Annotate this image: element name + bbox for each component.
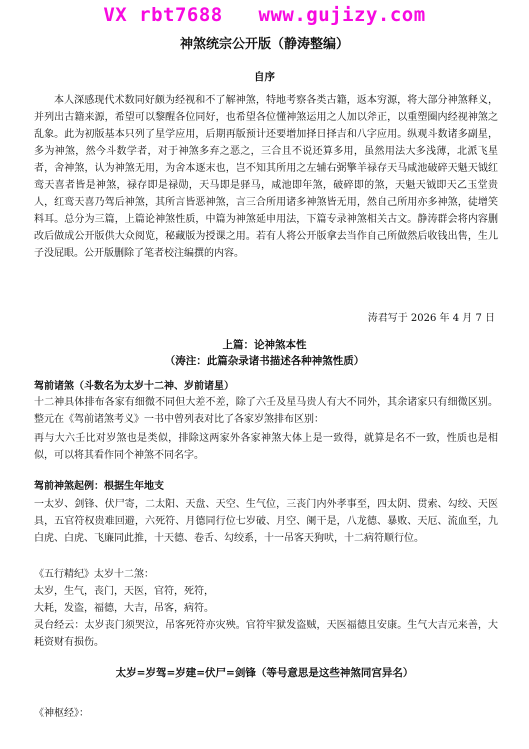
preface-signature: 涛君写于 2026 年 4 月 7 日 <box>367 313 495 324</box>
preface-body: 本人深感现代术数同好颇为经视和不了解神煞，特地考察各类古籍，返本穷源，将大部分神煞释义，并列出古籍来源，希望可以黎醒各位同好，也希望各位懂神煞运用之人加以斧正，以重塑圈内经视神煞之乱象。此为初版基本只列了星学应用，后期再版预计还要增加择日择吉和八字应用。纵观斗数诸多副星，多为神煞，然今斗数学者，对于神煞多弃之恶之，三合且不说还算多用，虽然用法大多浅薄，北派飞星者，舍神煞，认为神煞无用，为舍本逐末也，岂不知其所用之左辅右弼擎羊禄存天马咸池破碎天魁天钺红鸾天喜者皆是神煞，禄存即是禄勋，天马即是驿马，咸池即年煞，破碎即的煞，天魁天钺即天乙玉堂贵人，红鸾天喜乃驾后神煞，其所言皆恶神煞，言三合所用诸多神煞皆无用，然自己所用亦多神煞，徒增笑料耳。总分为三篇，上篇论神煞性质，中篇为神煞延申用法，下篇专录神煞相关古文。静涛群会将内容删改后做成公开版供大众阅览，秘藏版为授课之用。若有人将公开版拿去当作自己所做然后收钱出售，生儿子没屁眼。公开版删除了笔者校注编撰的内容。 <box>34 95 498 259</box>
section2-row-1: 太岁，生气，丧门，天医，官符，死符， <box>34 586 214 597</box>
section2-heading: 驾前神煞起例：根据生年地支 <box>34 481 164 492</box>
watermark: VX rbt7688 www.gujizy.com <box>103 4 426 26</box>
equation-heading: 太岁=岁驾=岁建=伏尸=剑锋（等号意思是这些神煞同宫异名） <box>115 667 414 679</box>
document-title: 神煞统宗公开版（静涛整编） <box>179 37 349 52</box>
section2-row-2: 大耗，发盗，福德，大吉，吊客，病符。 <box>34 603 214 614</box>
section2-book-title: 《五行精纪》太岁十二煞： <box>34 569 154 580</box>
preface-heading: 自序 <box>254 71 275 83</box>
section1-paragraph-2: 再与大六壬比对岁煞也是类似，排除这两家外各家神煞大体上是一致得，就算是名不一致，性质也是相似，可以将其看作同个神煞不同名字。 <box>34 433 498 461</box>
footer-book-title: 《神枢经》： <box>34 708 89 719</box>
section1-heading: 驾前诸煞（斗数名为太岁十二神、岁前诸星） <box>34 381 234 392</box>
section1-paragraph-1: 十二神具体排布各家有细微不同但大差不差，除了六壬及星马贵人有大不同外，其余诸家只有细微区别。整元在《驾前诸煞考义》一书中曾列表对比了各家岁煞排布区别： <box>34 397 498 425</box>
section2-lingtai: 灵台经云：太岁丧门须哭泣，吊客死符亦灾殃。官符牢狱发盗贼，天医福德且安康。生气大吉元来善，大耗资财有损伤。 <box>34 620 498 648</box>
section2-list: 一太岁、剑锋、伏尸寄，二太阳、天盘、天空、生气位，三丧门内外孝事至，四太阴、贯索、勾绞、天医具，五官符权贵难回避，六死符、月德同行位七岁破、月空、阑干是，八龙德、暴败、天厄、流血至，九白虎、白虎、飞廉同此推，十天德、卷舌、勾绞系，十一吊客天狗吠，十二病符顺行位。 <box>34 499 498 544</box>
part1-subheading: （涛注：此篇杂录诸书描述各种神煞性质） <box>164 355 365 367</box>
part1-heading: 上篇：论神煞本性 <box>222 339 307 351</box>
